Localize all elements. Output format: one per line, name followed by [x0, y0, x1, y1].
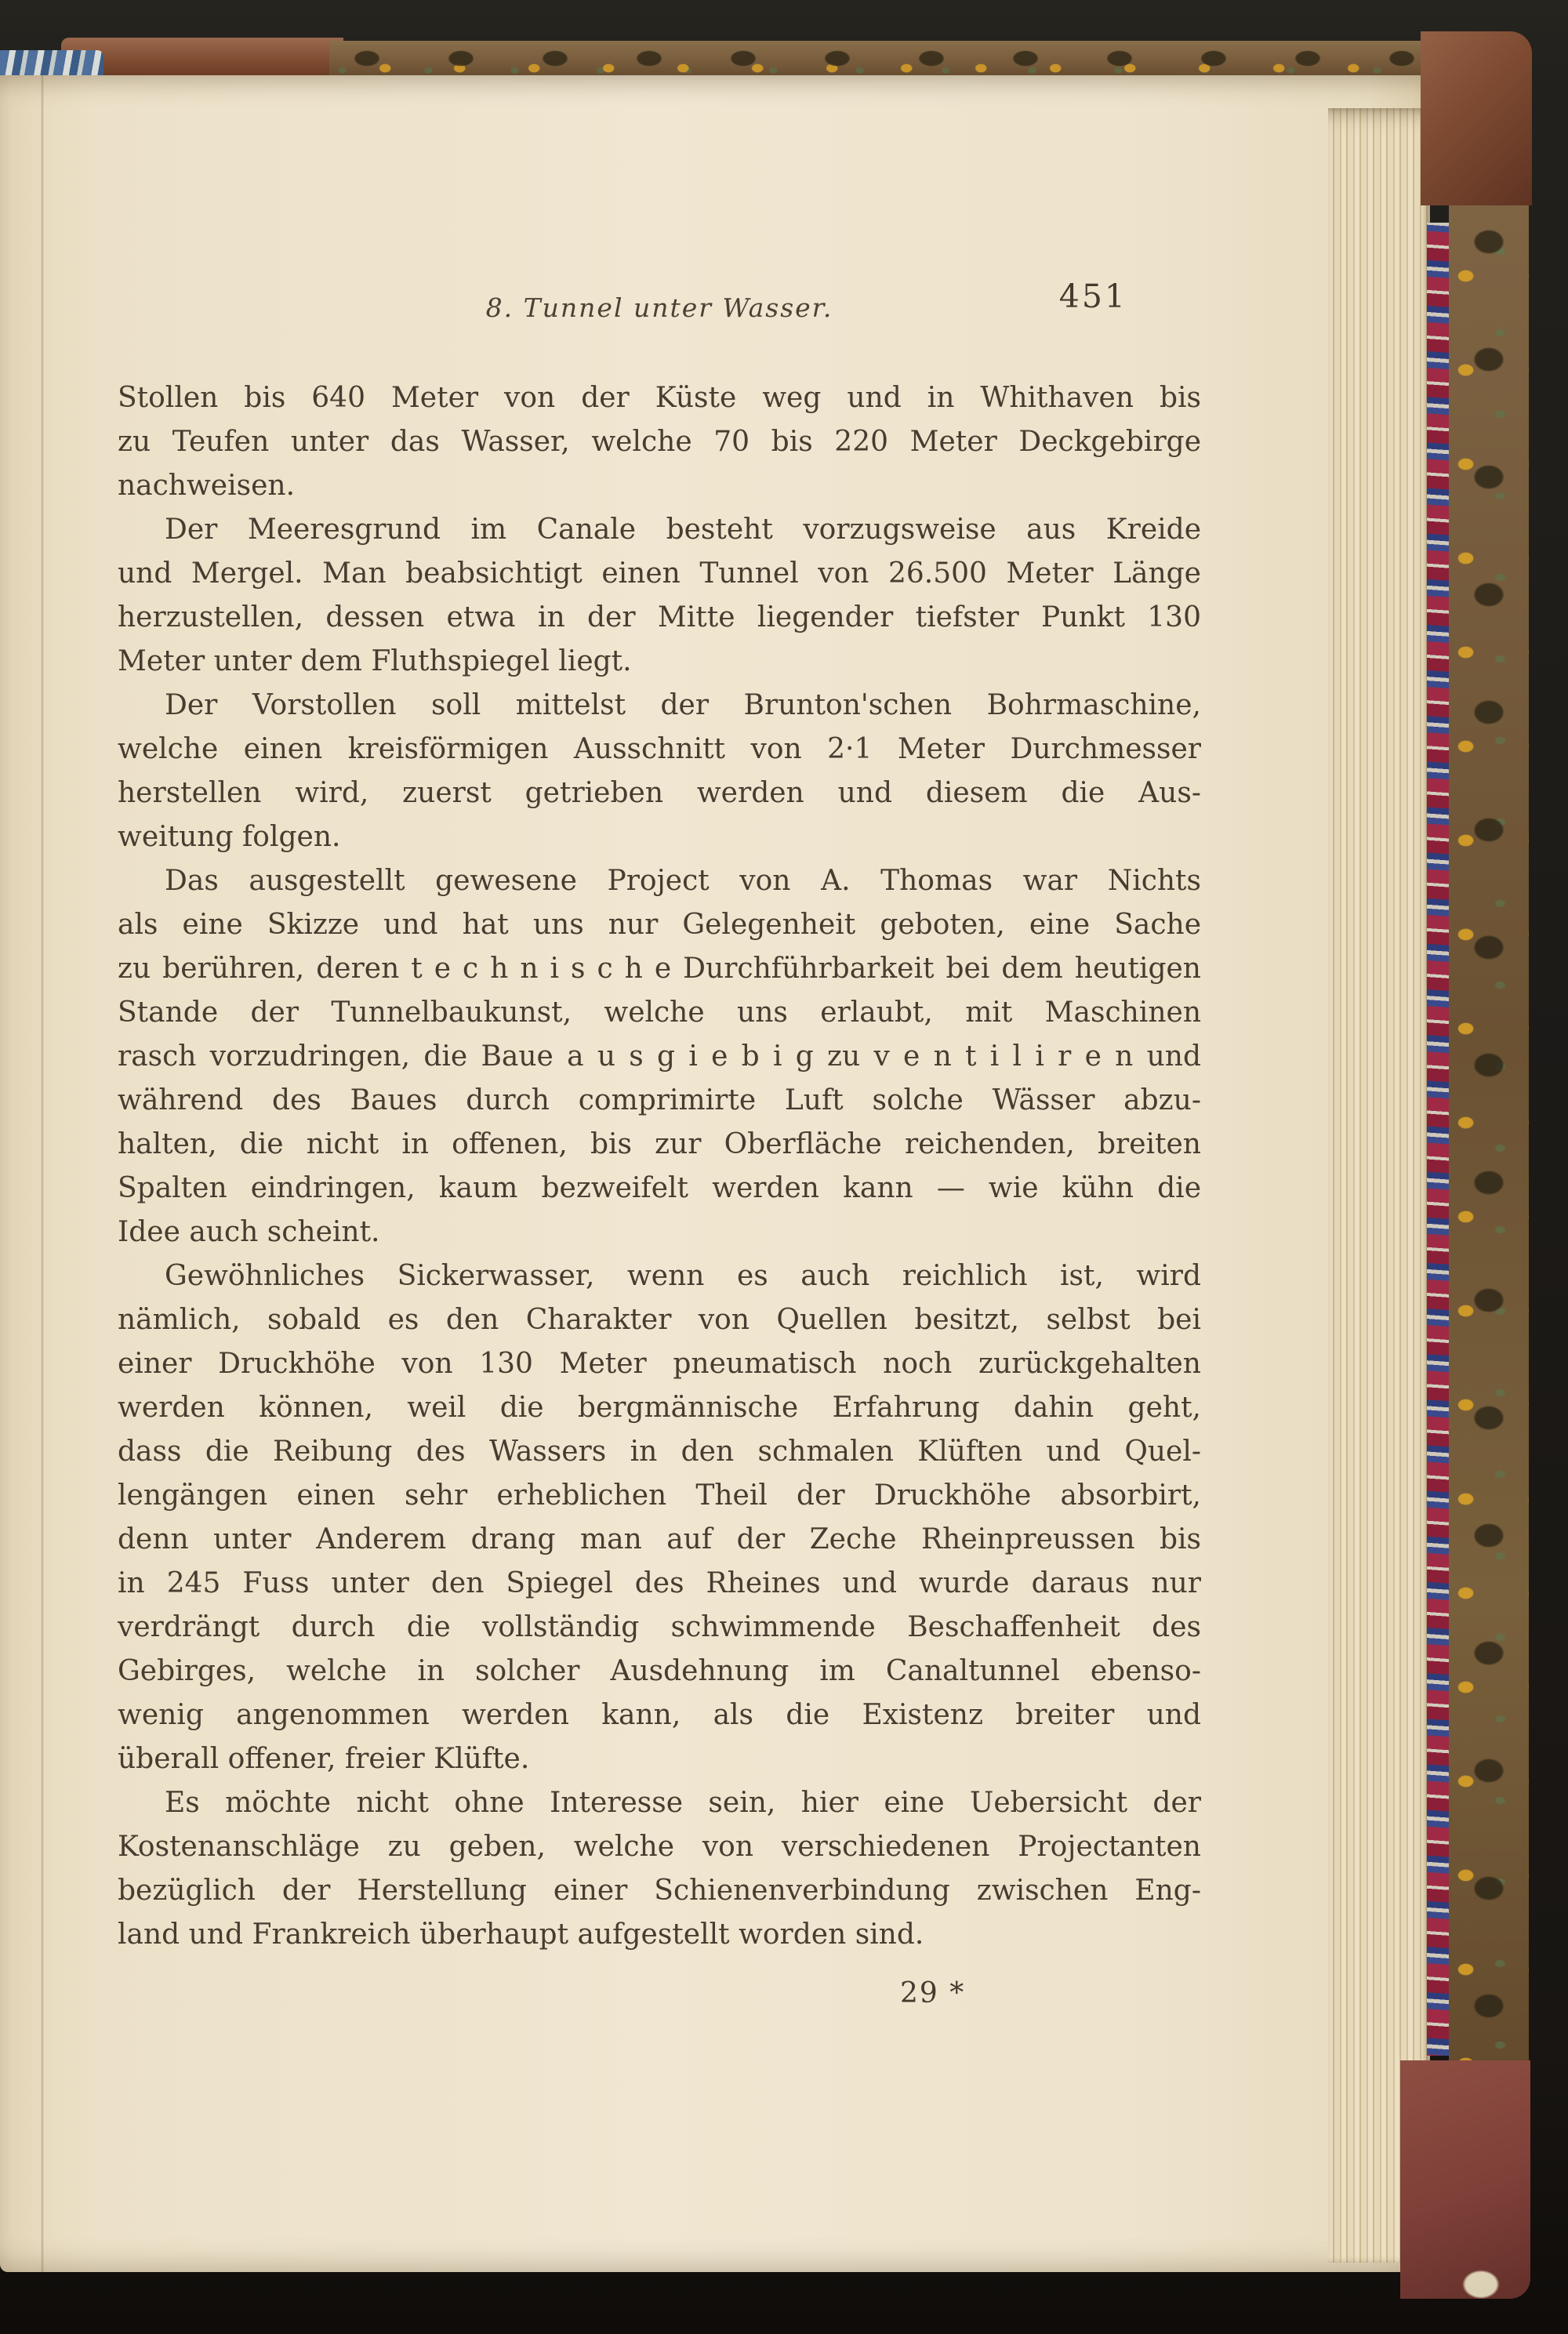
text-line: zu Teufen unter das Wasser, welche 70 bis 220 Meter Deckgebirge: [118, 426, 1201, 458]
text-line: dass die Reibung des Wassers in den schmalen Klüften und Quel-: [118, 1436, 1201, 1468]
text-line: verdrängt durch die vollständig schwimmende Beschaffenheit des: [118, 1611, 1201, 1643]
text-line: zu berühren, deren t e c h n i s c h e Durchführbarkeit bei dem heutigen: [118, 953, 1201, 985]
text-line: Der Vorstollen soll mittelst der Brunton'schen Bohrmaschine,: [165, 689, 1201, 721]
text-line: Kostenanschläge zu geben, welche von verschiedenen Projectanten: [118, 1831, 1201, 1863]
text-line: Stollen bis 640 Meter von der Küste weg und in Whithaven bis: [118, 382, 1201, 414]
text-line: Idee auch scheint.: [118, 1216, 380, 1248]
text-line: Spalten eindringen, kaum bezweifelt werden kann — wie kühn die: [118, 1172, 1201, 1204]
text-line: Der Meeresgrund im Canale besteht vorzugsweise aus Kreide: [165, 514, 1201, 546]
text-line: denn unter Anderem drang man auf der Zeche Rheinpreussen bis: [118, 1523, 1201, 1555]
text-line: als eine Skizze und hat uns nur Gelegenheit geboten, eine Sache: [118, 909, 1201, 941]
marbled-board: [1449, 201, 1529, 2065]
text-line: Es möchte nicht ohne Interesse sein, hier eine Uebersicht der: [165, 1787, 1201, 1819]
paragraph: [118, 508, 1201, 684]
text-line: herstellen wird, zuerst getrieben werden und diesem die Aus-: [118, 777, 1201, 809]
text-line: überall offener, freier Klüfte.: [118, 1743, 530, 1775]
page-header: [118, 278, 1201, 332]
text-line: Gebirges, welche in solcher Ausdehnung im Canaltunnel ebenso-: [118, 1655, 1201, 1687]
text-line: wenig angenommen werden kann, als die Existenz breiter und: [118, 1699, 1201, 1731]
text-line: und Mergel. Man beabsichtigt einen Tunnel von 26.500 Meter Länge: [118, 557, 1201, 590]
text-line: halten, die nicht in offenen, bis zur Oberfläche reichenden, breiten: [118, 1128, 1201, 1160]
text-line: land und Frankreich überhaupt aufgestellt worden sind.: [118, 1918, 924, 1951]
text-line: lengängen einen sehr erheblichen Theil der Druckhöhe absorbirt,: [118, 1479, 1201, 1512]
running-title: 8. Tunnel unter Wasser.: [485, 292, 833, 323]
text-line: Das ausgestellt gewesene Project von A. Thomas war Nichts: [165, 865, 1201, 897]
book-board-top-edge-marble: [329, 41, 1458, 80]
text-line: Stande der Tunnelbaukunst, welche uns erlaubt, mit Maschinen: [118, 996, 1201, 1029]
text-line: bezüglich der Herstellung einer Schienenverbindung zwischen Eng-: [118, 1875, 1201, 1907]
paragraph: [118, 1781, 1201, 1957]
text-line: Gewöhnliches Sickerwasser, wenn es auch reichlich ist, wird: [165, 1260, 1201, 1292]
paragraph: [118, 376, 1201, 508]
text-line: nachweisen.: [118, 470, 296, 502]
text-line: werden können, weil die bergmännische Erfahrung dahin geht,: [118, 1392, 1201, 1424]
text-line: weitung folgen.: [118, 821, 341, 853]
page-stack-edge: [1328, 108, 1430, 2263]
text-line: in 245 Fuss unter den Spiegel des Rheines und wurde daraus nur: [118, 1567, 1201, 1599]
paragraph: [118, 859, 1201, 1254]
page-number: 451: [1058, 278, 1127, 315]
text-line: nämlich, sobald es den Charakter von Quellen besitzt, selbst bei: [118, 1304, 1201, 1336]
signature-mark: 29 *: [900, 1977, 966, 2009]
text-block: [118, 278, 1201, 1957]
paragraph: [118, 1254, 1201, 1781]
text-line: während des Baues durch comprimirte Luft solche Wässer abzu-: [118, 1084, 1201, 1116]
leather-corner-bottom-right: [1400, 2060, 1530, 2299]
leather-corner-top-right: [1421, 31, 1532, 205]
text-line: Meter unter dem Fluthspiegel liegt.: [118, 645, 632, 677]
body-text: [118, 376, 1201, 1957]
text-line: welche einen kreisförmigen Ausschnitt von 2·1 Meter Durchmesser: [118, 733, 1201, 765]
paragraph: [118, 684, 1201, 859]
text-line: herzustellen, dessen etwa in der Mitte liegender tiefster Punkt 130: [118, 601, 1201, 633]
text-line: einer Druckhöhe von 130 Meter pneumatisch noch zurückgehalten: [118, 1348, 1201, 1380]
text-line: rasch vorzudringen, die Baue a u s g i e b i g zu v e n t i l i r e n und: [118, 1040, 1201, 1073]
